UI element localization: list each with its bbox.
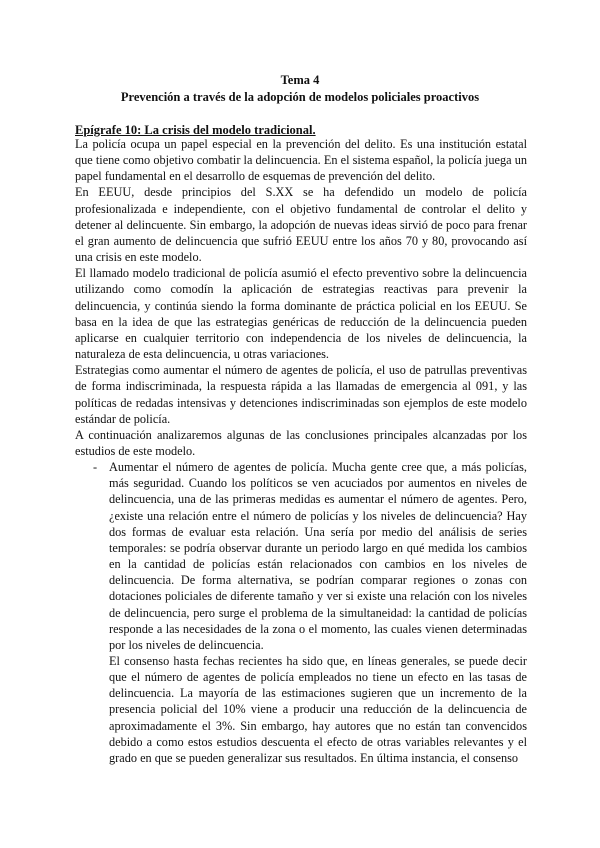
- paragraph: El llamado modelo tradicional de policía asumió el efecto preventivo sobre la delincuencia utilizando como comodín la aplicación de estrategias reactivas para prevenir la delincuencia, y continúa siendo la forma dominante de práctica policial en los EEUU. Se basa en la idea de que las estrategias genéricas de reducción de la delincuencia pueden aplicarse en cualquier territorio con independencia de los niveles de delincuencia, la naturaleza de esta delincuencia, u otras variaciones.: [75, 266, 527, 362]
- section-heading: Epígrafe 10: La crisis del modelo tradicional.: [75, 123, 316, 137]
- bullet-marker: -: [93, 460, 98, 475]
- paragraph: La policía ocupa un papel especial en la prevención del delito. Es una institución estatal que tiene como objetivo combatir la delincuencia. En el sistema español, la policía juega un papel fundamental en el desarrollo de esquemas de prevención del delito.: [75, 137, 527, 184]
- bullet-item: [75, 459, 527, 653]
- document-subtitle: Prevención a través de la adopción de modelos policiales proactivos: [120, 90, 480, 104]
- paragraph: Estrategias como aumentar el número de agentes de policía, el uso de patrullas preventivas de forma indiscriminada, la respuesta rápida a las llamadas de emergencia al 091, y las políticas de redadas intensivas y detenciones indiscriminadas son ejemplos de este modelo estándar de policía.: [75, 363, 527, 426]
- document-body: [75, 136, 527, 766]
- document-title: Tema 4: [280, 73, 320, 87]
- bullet-text: Aumentar el número de agentes de policía. Mucha gente cree que, a más policías, más seguridad. Cuando los políticos se ven acuciados por aumentos en niveles de delincuencia, una de las primeras medidas es aumentar el número de agentes. Pero, ¿existe una relación entre el número de policías y los niveles de delincuencia? Hay dos formas de evaluar esta relación. Una sería por medio del análisis de series temporales: se podría observar durante un periodo largo en qué medida los cambios en la cantidad de policías están relacionados con cambios en los niveles de delincuencia. De forma alternativa, se podrían comparar regiones o zonas con dotaciones policiales de diferente tamaño y ver si existe una relación con los niveles de delincuencia, pero surge el problema de la simultaneidad: la cantidad de policías responde a las necesidades de la zona o el momento, las cuales vienen determinadas por los niveles de delincuencia.: [109, 460, 527, 652]
- bullet-continuation: El consenso hasta fechas recientes ha sido que, en líneas generales, se puede decir que el número de agentes de policía empleados no tiene un efecto en las tasas de delincuencia. La mayoría de las estimaciones sugieren que un incremento de la presencia policial del 10% viene a producir una reducción de la delincuencia de aproximadamente el 3%. Sin embargo, hay autores que no están tan convencidos debido a como estos estudios descuenta el efecto de otras variables relevantes y el grado en que se pueden generalizar sus resultados. En última instancia, el consenso: [109, 654, 527, 765]
- paragraph: A continuación analizaremos algunas de las conclusiones principales alcanzadas por los estudios de este modelo.: [75, 427, 527, 458]
- paragraph: En EEUU, desde principios del S.XX se ha defendido un modelo de policía profesionalizada e independiente, con el objetivo fundamental de controlar el delito y detener al delincuente. Sin embargo, la adopción de nuevas ideas sirvió de poco para frenar el gran aumento de delincuencia que sufrió EEUU entre los años 70 y 80, provocando así una crisis en este modelo.: [75, 185, 527, 265]
